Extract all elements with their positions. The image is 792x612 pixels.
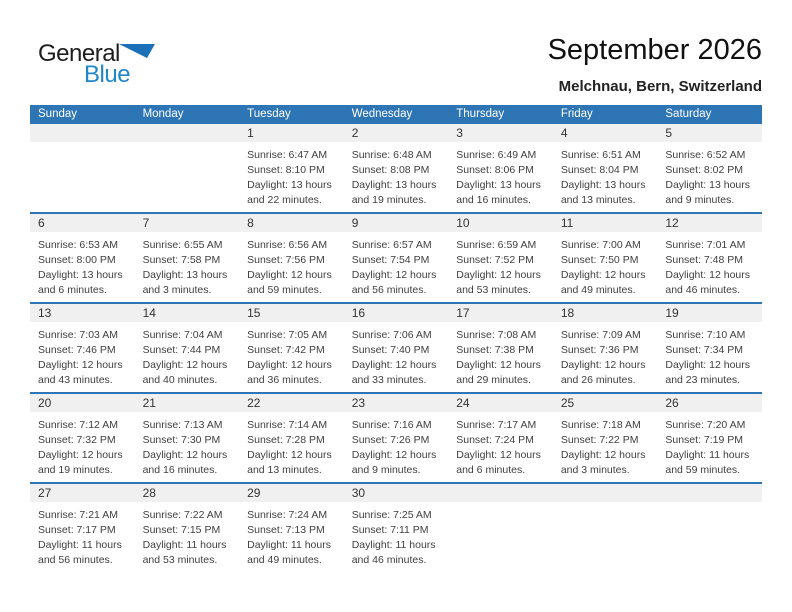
day-info-line: Daylight: 13 hours	[351, 179, 437, 191]
title-block	[548, 34, 762, 95]
day-info-line: and 43 minutes.	[38, 374, 113, 386]
day-info-line: Sunset: 7:36 PM	[560, 344, 639, 356]
day-cell	[344, 393, 449, 483]
day-cell	[344, 124, 449, 213]
day-number	[30, 124, 135, 142]
day-number: 19	[657, 304, 762, 322]
day-info-line: Sunrise: 7:03 AM	[38, 329, 118, 341]
day-info-line: Sunset: 7:52 PM	[456, 254, 534, 266]
day-info-line: and 49 minutes.	[560, 284, 636, 296]
empty-day-cell	[657, 483, 762, 572]
day-info-line: and 46 minutes.	[665, 284, 741, 296]
day-info-line: Sunset: 7:22 PM	[560, 434, 639, 446]
day-number: 28	[135, 484, 240, 502]
day-number: 8	[239, 214, 344, 232]
day-info	[448, 412, 553, 478]
day-number	[448, 484, 553, 502]
week-row	[30, 213, 762, 303]
day-info-line: Daylight: 12 hours	[560, 359, 646, 371]
weekday-header-thursday: Thursday	[448, 105, 553, 124]
day-info	[344, 412, 449, 478]
day-info-line: Daylight: 11 hours	[351, 539, 436, 551]
day-number: 7	[135, 214, 240, 232]
day-info-line: Sunrise: 7:00 AM	[560, 239, 641, 251]
day-number: 22	[239, 394, 344, 412]
day-info	[239, 322, 344, 388]
day-info-line: Sunset: 8:08 PM	[351, 164, 430, 176]
day-info-line: Sunrise: 7:18 AM	[560, 419, 641, 431]
day-info-line: Daylight: 12 hours	[142, 449, 228, 461]
empty-day-cell	[135, 124, 240, 213]
weekday-header-tuesday: Tuesday	[239, 105, 344, 124]
day-info-line: Daylight: 12 hours	[142, 359, 228, 371]
day-info-line: and 33 minutes.	[351, 374, 427, 386]
day-info	[553, 412, 658, 478]
day-number	[135, 124, 240, 142]
day-info-line: Sunrise: 7:06 AM	[351, 329, 432, 341]
day-info-line: and 49 minutes.	[247, 554, 322, 566]
day-cell	[30, 213, 135, 303]
day-info-line: Sunset: 7:44 PM	[142, 344, 221, 356]
day-info-line: and 19 minutes.	[351, 194, 427, 206]
day-info-line: and 13 minutes.	[247, 464, 322, 476]
day-info-line: Sunrise: 7:17 AM	[456, 419, 537, 431]
day-cell	[657, 213, 762, 303]
logo-text-blue: Blue	[84, 61, 131, 88]
day-info-line: Sunrise: 7:04 AM	[142, 329, 223, 341]
general-blue-logo	[38, 42, 155, 87]
day-info-line: and 56 minutes.	[351, 284, 427, 296]
day-info-line: Daylight: 12 hours	[351, 269, 437, 281]
day-info-line: and 56 minutes.	[38, 554, 113, 566]
day-info-line: Sunrise: 7:22 AM	[142, 509, 223, 521]
day-cell	[657, 303, 762, 393]
day-info	[239, 142, 344, 208]
day-info-line: Daylight: 12 hours	[38, 359, 123, 371]
day-cell	[553, 213, 658, 303]
day-info-line: Sunrise: 6:56 AM	[247, 239, 328, 251]
day-info-line: Sunset: 7:50 PM	[560, 254, 639, 266]
day-info-line: Sunrise: 6:57 AM	[351, 239, 432, 251]
day-info-line: Daylight: 12 hours	[456, 359, 541, 371]
day-info-line: Sunset: 8:04 PM	[560, 164, 639, 176]
empty-day-cell	[30, 124, 135, 213]
day-info-line: Sunset: 7:54 PM	[351, 254, 430, 266]
day-cell	[239, 483, 344, 572]
day-cell	[135, 303, 240, 393]
day-cell	[344, 213, 449, 303]
day-info-line: Daylight: 12 hours	[247, 449, 332, 461]
day-number	[657, 484, 762, 502]
day-info-line: Sunset: 7:26 PM	[351, 434, 430, 446]
day-number: 25	[553, 394, 658, 412]
day-info-line: Daylight: 12 hours	[560, 449, 646, 461]
day-number: 3	[448, 124, 553, 142]
day-info-line: Sunset: 7:13 PM	[247, 524, 325, 536]
day-info-line: Sunset: 7:15 PM	[142, 524, 221, 536]
day-number: 5	[657, 124, 762, 142]
weekday-header-saturday: Saturday	[657, 105, 762, 124]
day-info	[448, 232, 553, 298]
day-number: 17	[448, 304, 553, 322]
day-info-line: Sunset: 7:48 PM	[665, 254, 744, 266]
day-info	[344, 232, 449, 298]
day-cell	[448, 213, 553, 303]
day-info-line: Daylight: 13 hours	[560, 179, 646, 191]
day-cell	[448, 303, 553, 393]
day-info	[344, 322, 449, 388]
day-cell	[657, 393, 762, 483]
day-info	[135, 232, 240, 298]
weekday-header-monday: Monday	[135, 105, 240, 124]
day-cell	[344, 303, 449, 393]
day-number: 21	[135, 394, 240, 412]
day-number: 10	[448, 214, 553, 232]
day-info	[448, 142, 553, 208]
day-cell	[30, 393, 135, 483]
day-cell	[30, 303, 135, 393]
day-info	[553, 142, 658, 208]
day-info-line: Daylight: 12 hours	[665, 359, 751, 371]
day-info-line: Daylight: 12 hours	[351, 449, 437, 461]
day-cell	[239, 303, 344, 393]
day-info-line: and 6 minutes.	[456, 464, 526, 476]
day-info-line: Daylight: 11 hours	[247, 539, 331, 551]
day-info-line: Sunrise: 6:52 AM	[665, 149, 746, 161]
day-info-line: and 40 minutes.	[142, 374, 218, 386]
day-info-line: Sunset: 7:32 PM	[38, 434, 116, 446]
day-info-line: Sunrise: 7:01 AM	[665, 239, 746, 251]
day-info	[657, 412, 762, 478]
day-info-line: Daylight: 13 hours	[247, 179, 332, 191]
day-info-line: Daylight: 12 hours	[456, 449, 541, 461]
day-info-line: Sunrise: 7:08 AM	[456, 329, 537, 341]
day-info-line: Daylight: 12 hours	[247, 269, 332, 281]
day-info-line: Daylight: 12 hours	[665, 269, 751, 281]
day-info-line: Sunrise: 7:25 AM	[351, 509, 432, 521]
day-info-line: Sunrise: 7:05 AM	[247, 329, 328, 341]
day-info-line: Sunset: 8:06 PM	[456, 164, 534, 176]
day-info	[30, 232, 135, 298]
day-info-line: and 16 minutes.	[142, 464, 218, 476]
week-row	[30, 303, 762, 393]
day-number: 24	[448, 394, 553, 412]
day-cell	[553, 393, 658, 483]
day-info	[657, 322, 762, 388]
day-info	[657, 232, 762, 298]
day-number: 13	[30, 304, 135, 322]
day-info-line: Sunset: 7:24 PM	[456, 434, 534, 446]
day-info-line: Daylight: 13 hours	[665, 179, 751, 191]
day-info-line: Daylight: 11 hours	[665, 449, 750, 461]
day-info-line: Sunset: 8:00 PM	[38, 254, 116, 266]
day-cell	[553, 303, 658, 393]
weekday-header-sunday: Sunday	[30, 105, 135, 124]
day-info-line: Sunset: 7:38 PM	[456, 344, 534, 356]
day-number: 27	[30, 484, 135, 502]
day-info-line: Sunset: 7:46 PM	[38, 344, 116, 356]
day-info-line: and 23 minutes.	[665, 374, 741, 386]
day-cell	[135, 483, 240, 572]
day-info	[239, 412, 344, 478]
day-info-line: Daylight: 12 hours	[38, 449, 123, 461]
day-info-line: and 22 minutes.	[247, 194, 322, 206]
day-info-line: Sunrise: 7:13 AM	[142, 419, 223, 431]
page-subtitle: Melchnau, Bern, Switzerland	[558, 78, 762, 95]
weekday-header-friday: Friday	[553, 105, 658, 124]
page-title: September 2026	[547, 34, 762, 66]
day-info	[30, 322, 135, 388]
calendar-container	[30, 105, 762, 572]
day-number: 16	[344, 304, 449, 322]
day-info-line: Sunrise: 6:48 AM	[351, 149, 432, 161]
day-info-line: Daylight: 11 hours	[38, 539, 122, 551]
day-info-line: Sunset: 8:02 PM	[665, 164, 744, 176]
day-number: 12	[657, 214, 762, 232]
day-info-line: Daylight: 12 hours	[247, 359, 332, 371]
day-cell	[135, 393, 240, 483]
day-info	[553, 232, 658, 298]
day-info-line: Sunrise: 7:16 AM	[351, 419, 432, 431]
day-info	[344, 142, 449, 208]
day-number: 30	[344, 484, 449, 502]
day-info-line: Sunset: 7:17 PM	[38, 524, 116, 536]
day-info-line: Sunset: 7:28 PM	[247, 434, 325, 446]
day-info-line: Sunset: 7:11 PM	[351, 524, 429, 536]
day-info	[135, 412, 240, 478]
day-info	[135, 322, 240, 388]
day-info-line: Sunrise: 6:53 AM	[38, 239, 118, 251]
day-info-line: Sunset: 7:40 PM	[351, 344, 430, 356]
day-info-line: and 53 minutes.	[142, 554, 218, 566]
week-row	[30, 124, 762, 213]
day-info	[344, 502, 449, 568]
week-row	[30, 393, 762, 483]
day-info-line: and 59 minutes.	[665, 464, 741, 476]
day-info-line: and 59 minutes.	[247, 284, 322, 296]
day-info-line: and 19 minutes.	[38, 464, 113, 476]
day-number: 1	[239, 124, 344, 142]
day-info-line: and 26 minutes.	[560, 374, 636, 386]
day-cell	[344, 483, 449, 572]
day-info-line: Sunset: 7:42 PM	[247, 344, 325, 356]
day-info-line: Daylight: 12 hours	[351, 359, 437, 371]
day-info-line: Daylight: 13 hours	[142, 269, 228, 281]
calendar-head	[30, 105, 762, 124]
day-number: 18	[553, 304, 658, 322]
day-cell	[553, 124, 658, 213]
day-info-line: Daylight: 13 hours	[38, 269, 123, 281]
day-number: 15	[239, 304, 344, 322]
day-info-line: Sunrise: 7:12 AM	[38, 419, 118, 431]
day-number: 20	[30, 394, 135, 412]
day-info-line: Sunrise: 6:47 AM	[247, 149, 328, 161]
day-number: 2	[344, 124, 449, 142]
week-row	[30, 483, 762, 572]
day-info-line: and 46 minutes.	[351, 554, 427, 566]
empty-day-cell	[553, 483, 658, 572]
day-info-line: Sunrise: 7:14 AM	[247, 419, 328, 431]
day-cell	[135, 213, 240, 303]
day-cell	[239, 213, 344, 303]
day-info	[30, 412, 135, 478]
day-info-line: Sunrise: 6:59 AM	[456, 239, 537, 251]
day-number: 9	[344, 214, 449, 232]
empty-day-cell	[448, 483, 553, 572]
day-number: 4	[553, 124, 658, 142]
day-number: 23	[344, 394, 449, 412]
day-number: 6	[30, 214, 135, 232]
day-info-line: and 9 minutes.	[351, 464, 421, 476]
day-info-line: Sunrise: 6:55 AM	[142, 239, 223, 251]
day-info-line: and 29 minutes.	[456, 374, 531, 386]
day-cell	[448, 124, 553, 213]
day-info-line: Sunrise: 7:21 AM	[38, 509, 118, 521]
day-number	[553, 484, 658, 502]
day-cell	[30, 483, 135, 572]
logo-triangle-icon	[119, 44, 155, 60]
day-number: 26	[657, 394, 762, 412]
day-info	[239, 232, 344, 298]
day-number: 14	[135, 304, 240, 322]
day-info-line: Sunrise: 6:51 AM	[560, 149, 641, 161]
day-info-line: Daylight: 12 hours	[560, 269, 646, 281]
day-info-line: and 3 minutes.	[560, 464, 630, 476]
logo-text-general: General	[38, 40, 120, 67]
weekday-header-wednesday: Wednesday	[344, 105, 449, 124]
day-info-line: and 13 minutes.	[560, 194, 636, 206]
calendar-table	[30, 105, 762, 572]
day-info-line: Sunset: 7:34 PM	[665, 344, 744, 356]
day-info-line: and 6 minutes.	[38, 284, 107, 296]
day-number: 29	[239, 484, 344, 502]
day-info-line: and 9 minutes.	[665, 194, 735, 206]
day-info-line: Sunrise: 7:10 AM	[665, 329, 746, 341]
day-cell	[448, 393, 553, 483]
day-info-line: Sunrise: 7:24 AM	[247, 509, 328, 521]
day-number: 11	[553, 214, 658, 232]
day-info-line: and 3 minutes.	[142, 284, 212, 296]
day-info	[239, 502, 344, 568]
day-cell	[239, 393, 344, 483]
day-info-line: Sunset: 7:30 PM	[142, 434, 221, 446]
day-cell	[657, 124, 762, 213]
calendar-body	[30, 124, 762, 572]
weekday-row	[30, 105, 762, 124]
day-info-line: Daylight: 12 hours	[456, 269, 541, 281]
day-info-line: Sunrise: 7:20 AM	[665, 419, 746, 431]
day-info	[657, 142, 762, 208]
day-info-line: and 16 minutes.	[456, 194, 531, 206]
day-info-line: and 36 minutes.	[247, 374, 322, 386]
day-cell	[239, 124, 344, 213]
day-info	[448, 322, 553, 388]
day-info-line: Sunrise: 7:09 AM	[560, 329, 641, 341]
day-info-line: Sunset: 8:10 PM	[247, 164, 325, 176]
day-info-line: Sunset: 7:58 PM	[142, 254, 221, 266]
day-info	[553, 322, 658, 388]
day-info-line: Sunset: 7:56 PM	[247, 254, 325, 266]
day-info-line: Sunrise: 6:49 AM	[456, 149, 537, 161]
day-info-line: and 53 minutes.	[456, 284, 531, 296]
day-info	[135, 502, 240, 568]
day-info-line: Daylight: 13 hours	[456, 179, 541, 191]
day-info-line: Sunset: 7:19 PM	[665, 434, 744, 446]
day-info	[30, 502, 135, 568]
day-info-line: Daylight: 11 hours	[142, 539, 227, 551]
